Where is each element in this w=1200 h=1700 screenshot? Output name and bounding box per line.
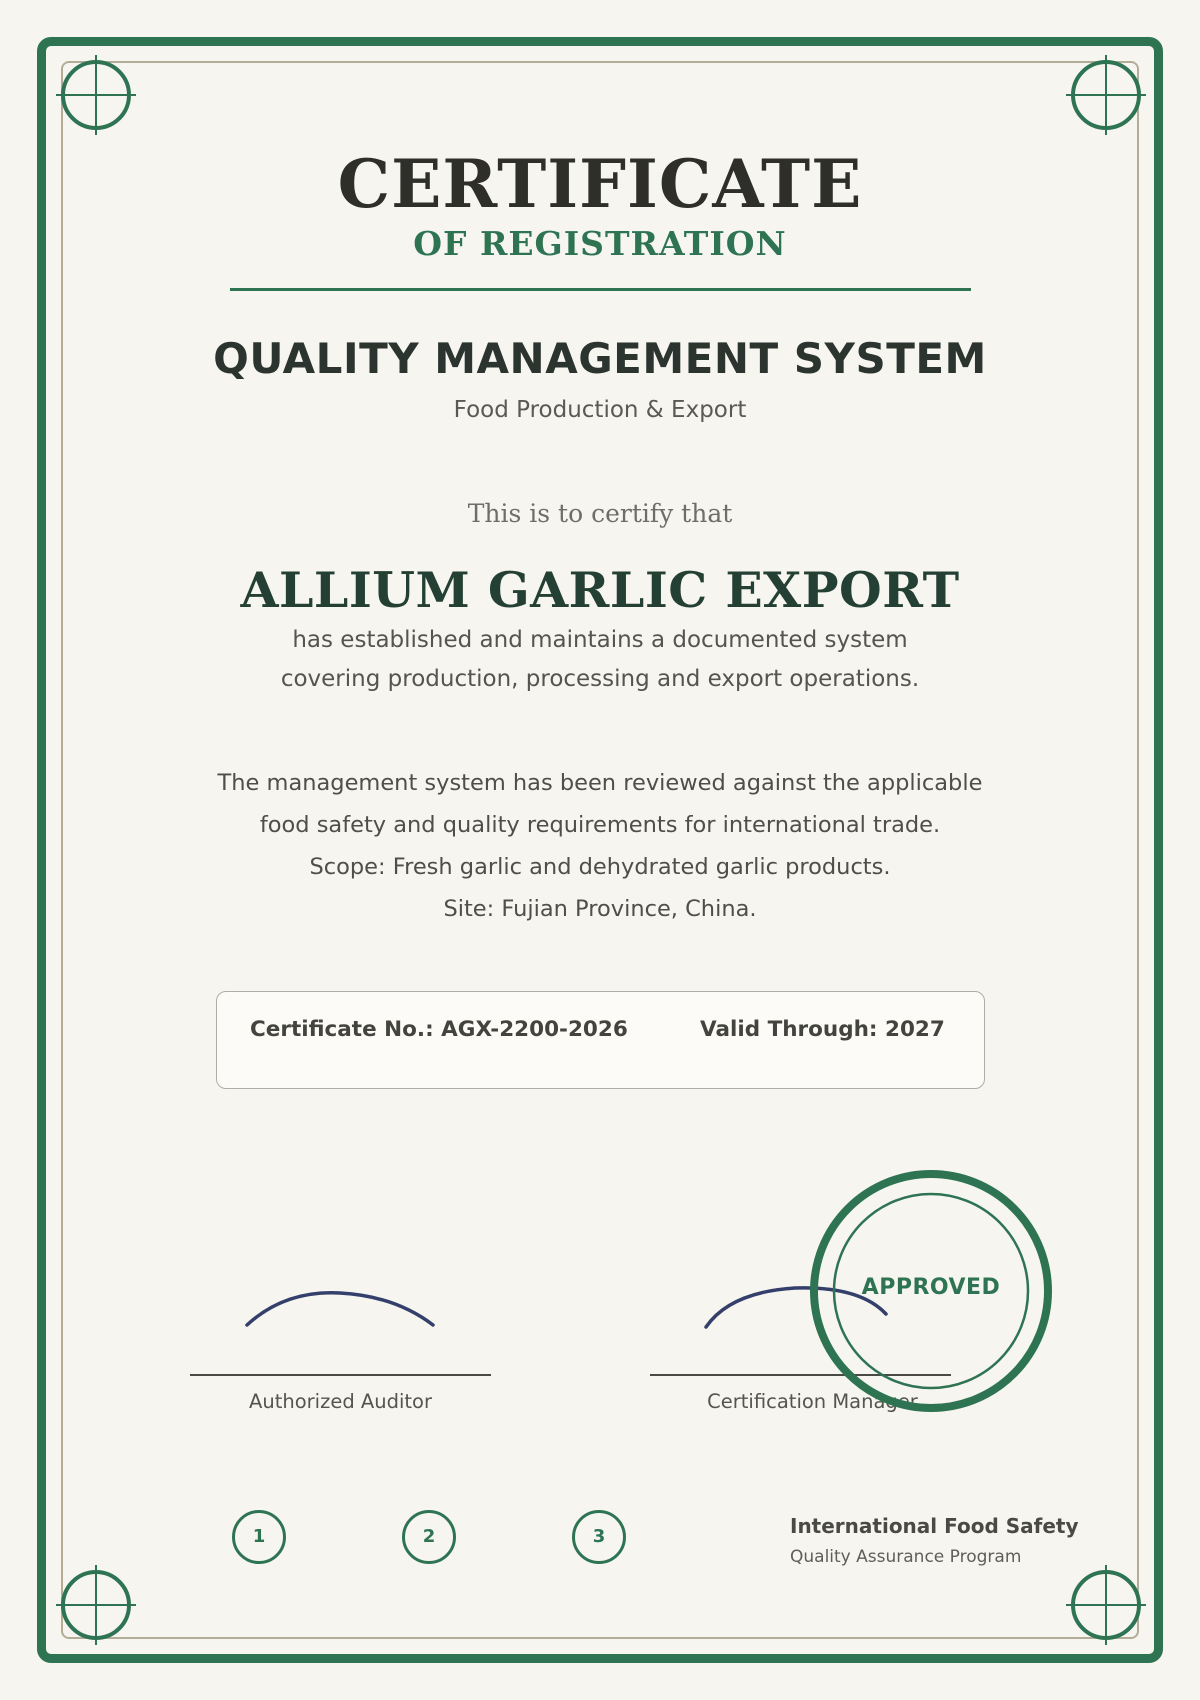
company-name: ALLIUM GARLIC EXPORT [240,561,960,619]
corner-crosshair-icon [1064,53,1148,137]
statement-line: covering production, processing and export operations. [280,666,920,692]
system-name: QUALITY MANAGEMENT SYSTEM [213,334,987,383]
manager-label-text: Certification Manager [707,1390,918,1413]
auditor-signature-icon [240,1280,440,1330]
corner-crosshair-icon [1064,1563,1148,1647]
organization-subtitle: Quality Assurance Program [790,1547,1022,1567]
step-badge [232,1510,286,1564]
title-divider [230,288,971,291]
review-line: food safety and quality requirements for international trade. [259,812,941,838]
certify-intro: This is to certify that [467,499,733,528]
step-badge [572,1510,626,1564]
certificate-subtitle: OF REGISTRATION [413,224,787,263]
seal-text: APPROVED [861,1275,1001,1300]
organization-name: International Food Safety [790,1514,1079,1538]
auditor-label: Authorized Auditor [249,1390,432,1413]
certificate-number: Certificate No.: AGX-2200-2026 [250,1017,628,1042]
review-line: The management system has been reviewed against the applicable [217,770,983,796]
valid-through: Valid Through: 2027 [700,1017,945,1042]
certificate-info-box [216,991,985,1089]
corner-crosshair-icon [54,53,138,137]
statement-line: has established and maintains a documented system [292,627,908,653]
step-badge [402,1510,456,1564]
certificate-title: CERTIFICATE [337,145,863,223]
auditor-signature-line [190,1374,491,1376]
scope-line: Scope: Fresh garlic and dehydrated garlic products. [309,854,891,880]
site-line: Site: Fujian Province, China. [443,896,757,922]
step-number: 3 [592,1526,606,1547]
step-number: 1 [252,1526,266,1547]
step-number: 2 [422,1526,436,1547]
corner-crosshair-icon [54,1563,138,1647]
system-subtitle: Food Production & Export [453,397,747,423]
